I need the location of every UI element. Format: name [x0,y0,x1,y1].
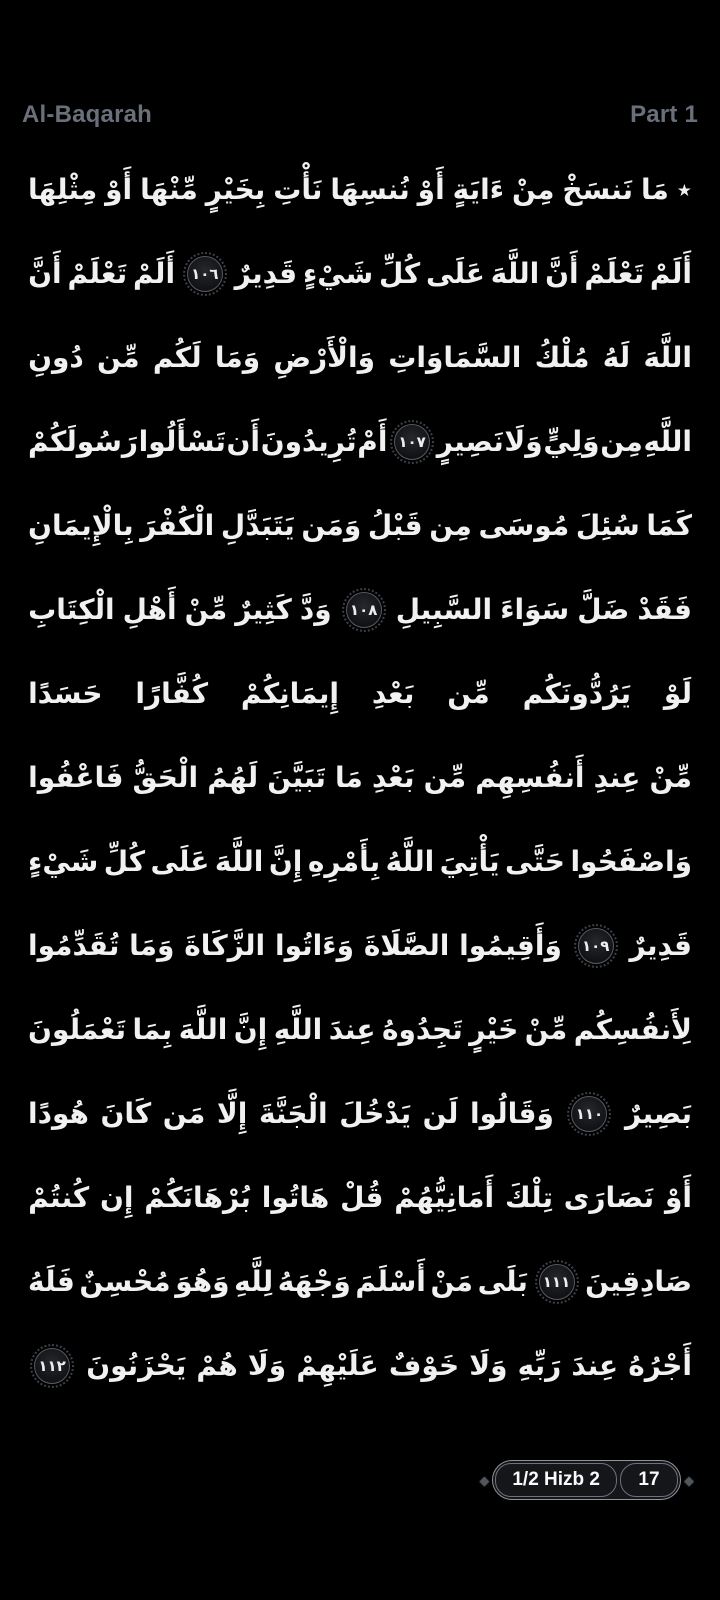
quran-word: وَمَا [214,341,261,374]
quran-word: لِلَّهِ [234,1265,274,1298]
verse-marker: ١١٢ [34,1348,70,1384]
quran-word: أَوْ [664,1181,692,1214]
quran-line [28,1072,692,1156]
quran-word: وَقَالُوا [469,1097,554,1130]
quran-line [28,316,692,400]
quran-word: لَوْ [663,677,692,710]
quran-line [28,820,692,904]
quran-word: الْجَنَّةَ [258,1097,328,1130]
quran-word: عَلَيْهِمْ [296,1349,379,1382]
quran-word: أَنَّ [545,257,579,290]
quran-word: تُرِيدُونَ [260,425,357,458]
quran-word: هَاتُوا [261,1181,330,1214]
quran-word: بِالْإِيمَانِ [28,509,134,542]
quran-word: تَعْلَمْ [67,257,128,290]
quran-word: اللَّهَ [214,845,264,878]
quran-word: عِندَ [328,1013,376,1046]
quran-word: تَعْلَمْ [584,257,645,290]
quran-word: وَلَا [504,425,543,458]
quran-word: اللَّهُ [385,845,435,878]
quran-word: الْحَقُّ [132,761,199,794]
quran-word: كُلِّ [378,257,421,290]
quran-word: اللَّهِ [643,425,692,458]
quran-word: فَقَدْ [637,593,692,626]
quran-word: أَنفُسِهِم [475,761,585,794]
quran-word: مِّنْ [184,593,228,626]
quran-word: قُلْ [340,1181,384,1214]
quran-word: الْكُفْرَ [140,509,215,542]
quran-word: أَمَانِيُّهُمْ [394,1181,495,1214]
quran-line [28,484,692,568]
quran-word: إِلَّا [216,1097,248,1130]
quran-word: دُونِ [28,341,84,374]
page-header [0,98,720,132]
quran-word: رَسُولَكُمْ [28,425,138,458]
quran-word: سَوَاءَ [500,593,570,626]
page-number-indicator: 17 [620,1463,678,1497]
quran-word: قَدِيرٌ [629,929,692,962]
quran-line [28,988,692,1072]
quran-word: وَمَن [301,509,362,542]
quran-word: أَسْلَمَ [355,1265,426,1298]
quran-word: أَوْ [417,173,445,206]
quran-word: وَاصْفَحُوا [570,845,692,878]
quran-word: بِمَا [132,1013,173,1046]
quran-word: شَيْءٍ [28,845,99,878]
badge-left-ornament-icon: ◆ [479,1472,490,1488]
quran-word: لِأَنفُسِكُم [573,1013,692,1046]
quran-word: وَمَا [129,929,175,962]
quran-word: أَلَمْ [649,257,692,290]
quran-word: لَهُ [602,341,631,374]
quran-word: تِلْكَ [504,1181,553,1214]
quran-word: تَبَيَّنَ [267,761,326,794]
quran-word: رَبِّهِ [517,1349,562,1382]
quran-word: نَصَارَى [563,1181,655,1214]
quran-line [28,148,692,232]
quran-word: لَهُمُ [207,761,259,794]
quran-word: يَتَبَدَّلِ [220,509,295,542]
page-info-badge[interactable] [479,1460,694,1500]
quran-word: يَدْخُلَ [339,1097,412,1130]
quran-word: إِنَّ [233,1013,268,1046]
quran-line [28,400,692,484]
quran-text[interactable] [0,148,720,1408]
quran-word: مِنْ [511,173,555,206]
quran-word: وَدَّ [299,593,332,626]
quran-word: اللَّهَ [643,341,692,374]
quran-word: اللَّهَ [490,257,540,290]
quran-word: كَانَ [100,1097,152,1130]
quran-line [28,1240,692,1324]
surah-name-label: Al-Baqarah [22,101,153,128]
quran-word: أَوْ [105,173,133,206]
quran-word: قَدِيرٌ [234,257,298,290]
quran-word: اللَّهِ [273,1013,323,1046]
verse-marker: ١٠٦ [187,256,223,292]
verse-marker: ١٠٨ [346,592,382,628]
quran-word: مِّنْهَا [140,173,198,206]
quran-word: عِندِ [593,761,641,794]
quran-word: مِّنْ [524,1013,568,1046]
juz-label: Part 1 [630,101,698,128]
quran-word: مَنْ [430,1265,474,1298]
quran-word: مُحْسِنٌ [79,1265,171,1298]
rub-el-hizb-icon: ٭ [676,173,692,206]
quran-word: أَن [226,425,261,458]
quran-word: كُنتُمْ [28,1181,90,1214]
quran-word: كُلِّ [103,845,145,878]
quran-word: تَجِدُوهُ [381,1013,463,1046]
quran-word: أَمْ [357,425,388,458]
quran-word: عَلَى [150,845,210,878]
quran-word: مَن [162,1097,206,1130]
badge-pill [492,1460,681,1500]
quran-word: يَأْتِيَ [439,845,500,878]
quran-line [28,736,692,820]
quran-word: تُقَدِّمُوا [28,929,120,962]
quran-word: بَلَى [477,1265,528,1298]
quran-word: خَوْفٌ [388,1349,460,1382]
verse-marker: ١١٠ [571,1096,607,1132]
quran-word: مِثْلِهَا [28,173,98,206]
quran-word: بُرْهَانَكُمْ [144,1181,251,1214]
quran-word: يَرُدُّونَكُم [522,677,632,710]
quran-word: وَلِيٍّ [543,425,600,458]
quran-word: بِخَيْرٍ [205,173,266,206]
quran-word: خَيْرٍ [469,1013,519,1046]
quran-word: السَّبِيلِ [395,593,493,626]
quran-word: ءَايَةٍ [452,173,505,206]
quran-word: قَبْلُ [367,509,423,542]
quran-word: وَجْهَهُ [277,1265,351,1298]
quran-word: مِّن [447,677,490,710]
quran-word: نَأْتِ [273,173,323,206]
quran-word: مِّن [423,761,467,794]
quran-word: السَّمَاوَاتِ [388,341,522,374]
quran-word: نَصِيرٍ [436,425,504,458]
quran-word: وَأَقِيمُوا [459,929,562,962]
quran-word: هُمْ [196,1349,238,1382]
quran-line [28,1156,692,1240]
quran-word: تَعْمَلُونَ [28,1013,127,1046]
quran-word: مُوسَى [478,509,570,542]
quran-word: مِّن [97,341,140,374]
quran-word: مِن [600,425,643,458]
quran-word: مَا [334,761,363,794]
quran-word: مُلْكُ [534,341,590,374]
quran-word: فَاعْفُوا [28,761,124,794]
quran-word: أَهْلِ [122,593,177,626]
quran-word: نُنسِهَا [330,173,410,206]
quran-word: كَثِيرٌ [235,593,292,626]
quran-word: سُئِلَ [575,509,640,542]
quran-word: فَلَهُ [28,1265,75,1298]
quran-word: كُفَّارًا [135,677,209,710]
verse-marker: ١٠٧ [394,424,430,460]
verse-marker: ١١١ [539,1264,575,1300]
quran-line [28,568,692,652]
quran-word: أَلَمْ [132,257,176,290]
quran-word: حَتَّى [505,845,565,878]
quran-word: الزَّكَاةَ [184,929,266,962]
quran-word: لَن [422,1097,459,1130]
quran-word: صَادِقِينَ [585,1265,692,1298]
quran-word: إِن [99,1181,134,1214]
quran-word: وَءَاتُوا [274,929,354,962]
quran-line [28,904,692,988]
quran-word: أَجْرُهُ [628,1349,692,1382]
quran-word: إِيمَانِكُمْ [240,677,340,710]
quran-word: بَصِيرٌ [625,1097,692,1130]
quran-word: وَلَا [469,1349,508,1382]
quran-line [28,1324,692,1408]
quran-word: كَمَا [646,509,692,542]
quran-word: عَلَى [426,257,485,290]
verse-marker: ١٠٩ [578,928,614,964]
quran-word: حَسَدًا [28,677,103,710]
quran-word: يَحْزَنُونَ [86,1349,187,1382]
quran-word: مِّنْ [649,761,692,794]
quran-word: الْكِتَابِ [28,593,115,626]
quran-word: تَسْأَلُوا [138,425,226,458]
quran-word: اللَّهَ [178,1013,228,1046]
quran-word: مِن [429,509,472,542]
quran-word: مَا [640,173,669,206]
quran-line [28,232,692,316]
quran-word: نَنسَخْ [562,173,634,206]
quran-line [28,652,692,736]
quran-word: شَيْءٍ [302,257,374,290]
quran-word: وَهُوَ [175,1265,230,1298]
hizb-indicator: 1/2 Hizb 2 [495,1463,617,1497]
quran-word: بَعْدِ [371,677,415,710]
quran-word: بَعْدِ [371,761,415,794]
quran-word: عِندَ [571,1349,619,1382]
quran-word: الصَّلَاةَ [363,929,450,962]
quran-word: ضَلَّ [577,593,630,626]
quran-word: أَنَّ [28,257,62,290]
quran-word: وَالْأَرْضِ [273,341,376,374]
quran-word: لَكُم [152,341,202,374]
quran-word: إِنَّ [268,845,303,878]
quran-word: وَلَا [247,1349,287,1382]
quran-word: بِأَمْرِهِ [307,845,381,878]
badge-right-ornament-icon: ◆ [684,1472,694,1488]
quran-word: هُودًا [28,1097,89,1130]
